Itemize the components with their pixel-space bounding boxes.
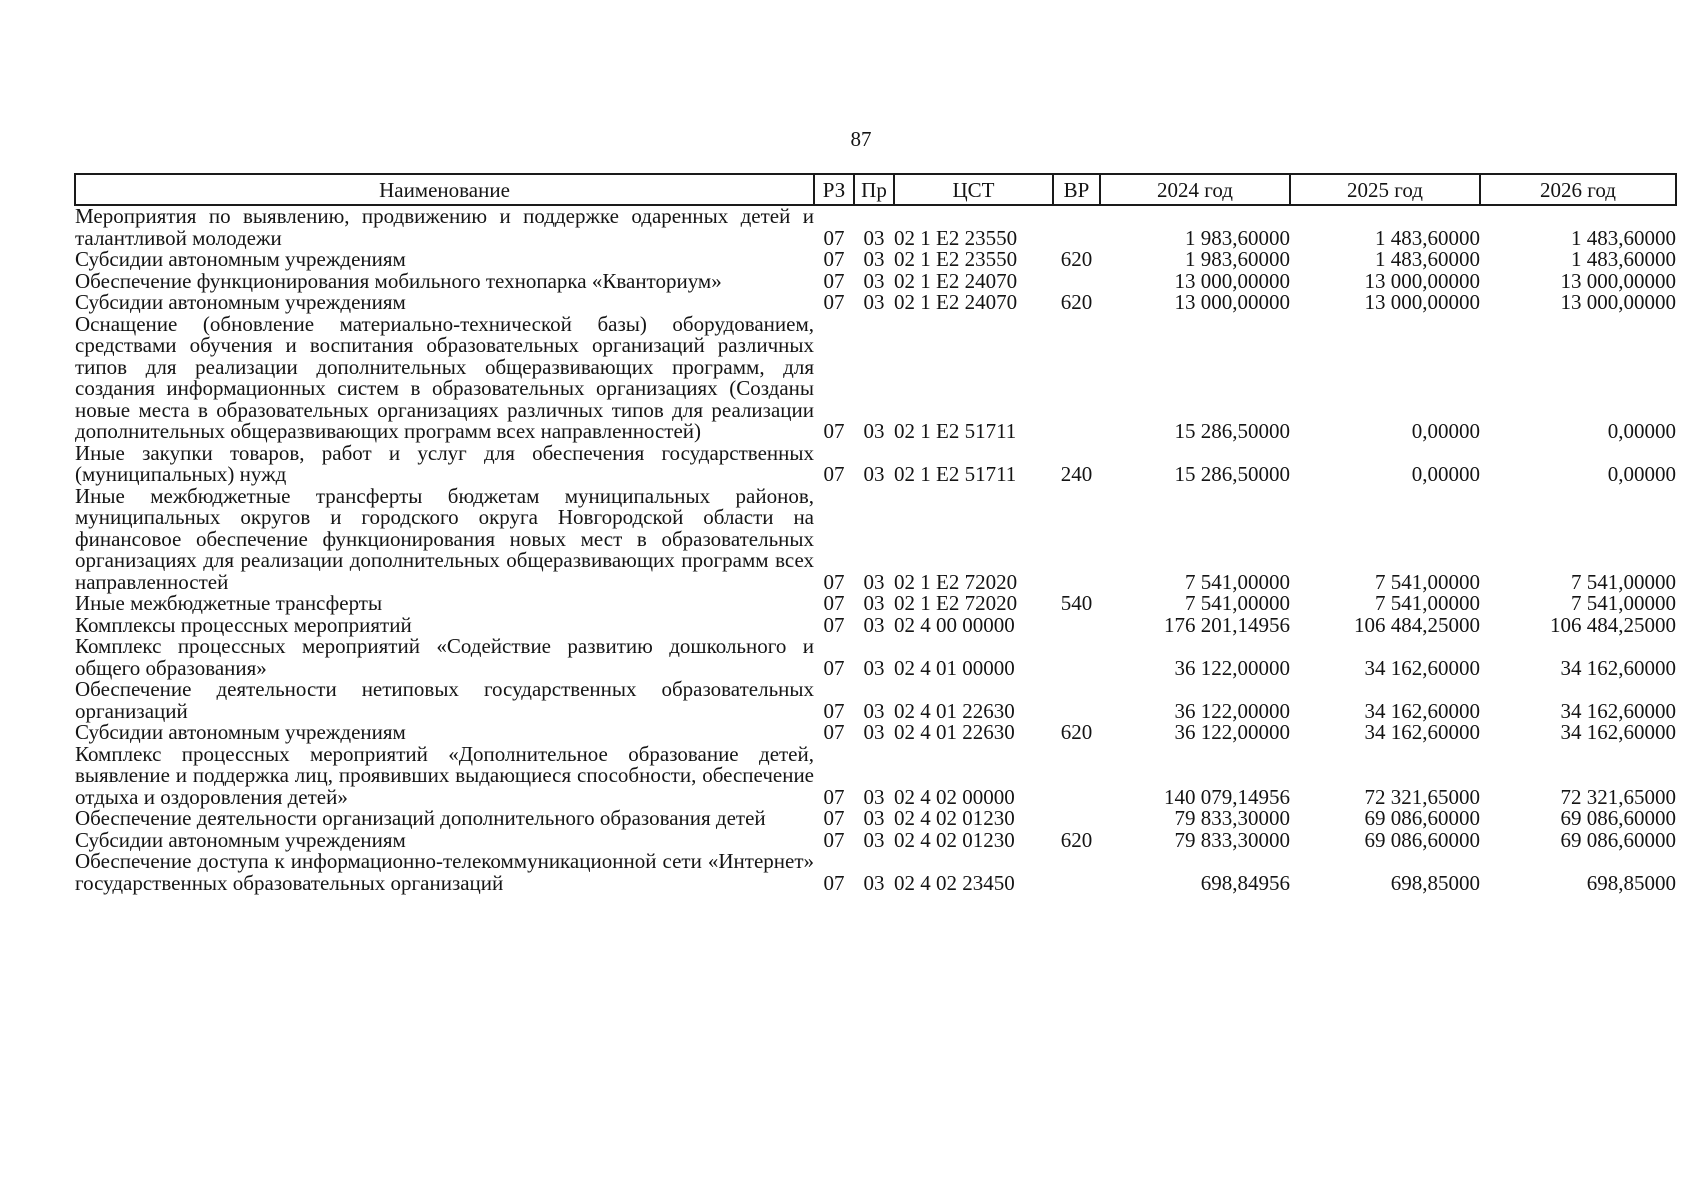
cell-rz: 07 [823,655,845,680]
cell-y2025: 34 162,60000 [1364,698,1480,723]
cell-vr: 620 [1060,720,1093,744]
cell-pr: 03 [863,612,885,637]
table-row [75,636,1676,679]
cell-vr [1053,808,1100,830]
cell-y2025: 13 000,00000 [1364,290,1480,314]
cell-y2024: 79 833,30000 [1174,806,1290,830]
table-row [75,851,1676,894]
cell-y2026: 7 541,00000 [1571,591,1676,615]
cell-vr [1053,615,1100,637]
cell-y2025: 698,85000 [1390,870,1480,895]
cell-y2026: 0,00000 [1607,419,1676,443]
cell-cst: 02 1 Е2 72020 [894,591,1018,615]
budget-table [74,173,1677,894]
header-cst: ЦСТ [894,174,1053,205]
cell-y2024: 140 079,14956 [1164,784,1290,809]
cell-name: Комплексы процессных мероприятий [75,612,412,637]
cell-vr: 620 [1060,247,1093,271]
cell-rz: 07 [823,698,845,723]
cell-y2024: 7 541,00000 [1185,569,1290,594]
header-rz: РЗ [814,174,854,205]
cell-y2026: 34 162,60000 [1560,655,1676,680]
cell-cst: 02 4 00 00000 [894,612,1015,637]
cell-pr: 03 [863,720,885,744]
cell-vr [1053,679,1100,722]
cell-cst: 02 4 01 22630 [894,698,1015,723]
cell-rz: 07 [823,591,845,615]
cell-y2025: 0,00000 [1411,462,1480,486]
cell-y2026: 106 484,25000 [1550,612,1676,637]
cell-rz: 07 [823,569,845,594]
header-2026: 2026 год [1480,174,1676,205]
cell-vr [1053,744,1100,809]
cell-pr: 03 [863,268,885,293]
cell-rz: 07 [823,290,845,314]
cell-y2026: 0,00000 [1607,462,1676,486]
cell-rz: 07 [823,225,845,250]
cell-rz: 07 [823,806,845,830]
cell-cst: 02 4 01 00000 [894,655,1015,680]
cell-pr: 03 [863,247,885,271]
cell-y2024: 15 286,50000 [1174,419,1290,443]
cell-y2024: 13 000,00000 [1174,268,1290,293]
cell-name: Субсидии автономным учреждениям [75,247,406,271]
cell-name: Иные межбюджетные трансферты [75,591,383,615]
cell-pr: 03 [863,591,885,615]
cell-y2026: 7 541,00000 [1571,569,1676,594]
cell-y2026: 69 086,60000 [1560,827,1676,852]
header-name: Наименование [75,174,814,205]
cell-name: Иные межбюджетные трансферты бюджетам муниципальных районов, муниципальных округов и городского округа Новгородской области на финансовое обеспечение функционирования новых мест в образовательных организациях для реализации дополнительных общеразвивающих программ всех направленностей [75,483,814,594]
table-row [75,615,1676,637]
cell-vr [1053,851,1100,894]
cell-y2025: 34 162,60000 [1364,720,1480,744]
cell-y2026: 1 483,60000 [1571,247,1676,271]
table-row [75,722,1676,744]
cell-cst: 02 4 02 01230 [894,806,1015,830]
table-row [75,271,1676,293]
cell-pr: 03 [863,290,885,314]
table-row [75,593,1676,615]
cell-pr: 03 [863,870,885,895]
cell-pr: 03 [863,225,885,250]
cell-name: Обеспечение доступа к информационно-телекоммуникационной сети «Интернет» государственных образовательных организаций [75,849,814,895]
cell-y2025: 7 541,00000 [1375,591,1480,615]
cell-vr: 540 [1060,591,1093,615]
header-pr: Пр [854,174,894,205]
cell-rz: 07 [823,870,845,895]
table-row [75,486,1676,594]
cell-y2024: 15 286,50000 [1174,462,1290,486]
cell-rz: 07 [823,247,845,271]
cell-y2025: 69 086,60000 [1364,806,1480,830]
cell-rz: 07 [823,784,845,809]
cell-name: Комплекс процессных мероприятий «Содействие развитию дошкольного и общего образования» [75,634,814,680]
table-row [75,249,1676,271]
cell-y2026: 34 162,60000 [1560,698,1676,723]
cell-vr [1053,271,1100,293]
cell-cst: 02 4 02 00000 [894,784,1015,809]
header-2024: 2024 год [1100,174,1290,205]
cell-name: Субсидии автономным учреждениям [75,827,406,852]
cell-cst: 02 1 Е2 24070 [894,290,1018,314]
cell-y2024: 36 122,00000 [1174,698,1290,723]
cell-y2026: 698,85000 [1586,870,1676,895]
table-row [75,205,1676,249]
cell-y2025: 72 321,65000 [1364,784,1480,809]
cell-name: Иные закупки товаров, работ и услуг для обеспечения государственных (муниципальных) нужд [75,440,814,486]
table-row [75,808,1676,830]
table-row [75,292,1676,314]
cell-cst: 02 1 Е2 51711 [894,462,1017,486]
cell-name: Субсидии автономным учреждениям [75,720,406,744]
cell-y2024: 698,84956 [1200,870,1290,895]
table-body [75,205,1676,894]
cell-name: Обеспечение функционирования мобильного технопарка «Кванториум» [75,268,722,293]
cell-pr: 03 [863,784,885,809]
cell-y2025: 34 162,60000 [1364,655,1480,680]
cell-cst: 02 4 02 01230 [894,827,1015,852]
cell-vr [1053,205,1100,249]
cell-pr: 03 [863,569,885,594]
cell-pr: 03 [863,655,885,680]
cell-y2026: 34 162,60000 [1560,720,1676,744]
cell-name: Мероприятия по выявлению, продвижению и поддержке одаренных детей и талантливой молодежи [75,204,814,250]
cell-y2024: 79 833,30000 [1174,827,1290,852]
cell-y2024: 1 983,60000 [1185,225,1290,250]
table-row [75,744,1676,809]
cell-name: Обеспечение деятельности организаций дополнительного образования детей [75,806,766,830]
cell-y2026: 1 483,60000 [1571,225,1676,250]
table-row [75,443,1676,486]
cell-pr: 03 [863,806,885,830]
cell-y2025: 0,00000 [1411,419,1480,443]
cell-y2026: 13 000,00000 [1560,268,1676,293]
cell-y2026: 13 000,00000 [1560,290,1676,314]
cell-rz: 07 [823,827,845,852]
cell-y2025: 106 484,25000 [1354,612,1480,637]
header-vr: ВР [1053,174,1100,205]
cell-y2024: 176 201,14956 [1164,612,1290,637]
page-number: 87 [850,127,872,151]
cell-rz: 07 [823,268,845,293]
cell-y2024: 36 122,00000 [1174,655,1290,680]
cell-rz: 07 [823,419,845,443]
cell-pr: 03 [863,698,885,723]
cell-name: Обеспечение деятельности нетиповых государственных образовательных организаций [75,677,814,723]
cell-vr: 620 [1060,827,1093,852]
cell-name: Комплекс процессных мероприятий «Дополнительное образование детей, выявление и поддержка лиц, проявивших выдающиеся способности, обеспечение отдыха и оздоровления детей» [75,741,814,809]
cell-rz: 07 [823,462,845,486]
table-row [75,314,1676,443]
cell-rz: 07 [823,612,845,637]
table-header [75,174,1676,205]
cell-y2026: 69 086,60000 [1560,806,1676,830]
cell-cst: 02 4 02 23450 [894,870,1015,895]
cell-vr [1053,636,1100,679]
cell-y2025: 13 000,00000 [1364,268,1480,293]
cell-rz: 07 [823,720,845,744]
cell-cst: 02 1 Е2 24070 [894,268,1018,293]
cell-cst: 02 1 Е2 23550 [894,225,1018,250]
cell-cst: 02 1 Е2 51711 [894,419,1017,443]
cell-pr: 03 [863,827,885,852]
cell-pr: 03 [863,419,885,443]
cell-pr: 03 [863,462,885,486]
cell-y2025: 7 541,00000 [1375,569,1480,594]
cell-vr [1053,314,1100,443]
cell-y2024: 1 983,60000 [1185,247,1290,271]
cell-vr: 620 [1060,290,1093,314]
cell-y2024: 7 541,00000 [1185,591,1290,615]
header-2025: 2025 год [1290,174,1480,205]
cell-vr: 240 [1060,462,1093,486]
cell-y2025: 69 086,60000 [1364,827,1480,852]
cell-cst: 02 1 Е2 72020 [894,569,1018,594]
cell-y2026: 72 321,65000 [1560,784,1676,809]
cell-cst: 02 1 Е2 23550 [894,247,1018,271]
cell-y2024: 13 000,00000 [1174,290,1290,314]
cell-vr [1053,486,1100,594]
cell-name: Субсидии автономным учреждениям [75,290,406,314]
table-row [75,679,1676,722]
table-row [75,830,1676,852]
cell-y2024: 36 122,00000 [1174,720,1290,744]
cell-y2025: 1 483,60000 [1375,247,1480,271]
cell-cst: 02 4 01 22630 [894,720,1015,744]
cell-name: Оснащение (обновление материально-технической базы) оборудованием, средствами обучения и воспитания образовательных организаций различных типов для реализации дополнительных общеразвивающих программ, для создания информационных систем в образовательных организациях (Созданы новые места в образовательных организациях различных типов для реализации дополнительных общеразвивающих программ всех направленностей) [75,311,814,443]
cell-y2025: 1 483,60000 [1375,225,1480,250]
